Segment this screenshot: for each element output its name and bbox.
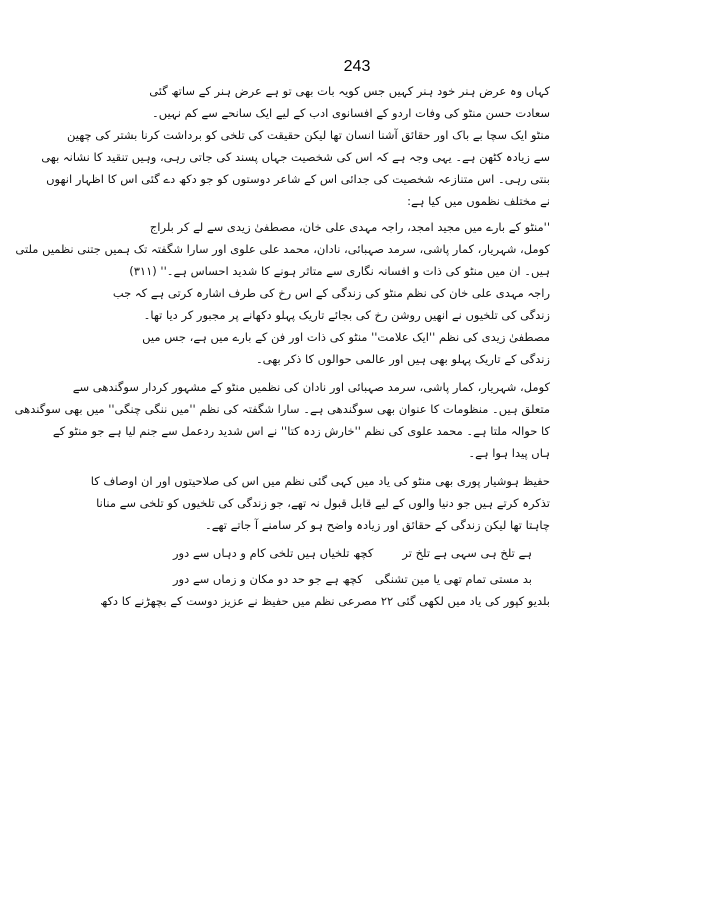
couplet-first-hemistich: ہے تلخ ہی سہی ہے تلخ تر bbox=[402, 546, 532, 560]
paragraph-mustafa-zaidi bbox=[142, 326, 550, 370]
paragraph-line: زندگی کے تاریک پہلو بھی ہیں اور عالمی حوالوں کا ذکر بھی۔ bbox=[255, 352, 550, 366]
paragraph-line: نے مختلف نظموں میں کیا ہے: bbox=[407, 194, 550, 208]
paragraph-line: کا حوالہ ملتا ہے۔ محمد علوی کی نظم ''خارش زدہ کتا'' نے اس شدید ردعمل سے جنم لیا ہے جو منٹو کے bbox=[52, 424, 550, 438]
couplet bbox=[155, 542, 550, 564]
paragraph-line: چاہتا تھا لیکن زندگی کے حقائق اور زیادہ واضح ہو کر سامنے آ جاتے تھے۔ bbox=[205, 518, 550, 532]
verse-second-hemistich: یہ بات بھی تو ہے عرض ہنر کے ساتھ گئی bbox=[149, 84, 349, 98]
quote-line: کومل، شہریار، کمار پاشی، سرمد صہبائی، نادان، محمد علی علوی اور سارا شگفتہ تک ہمیں جتنی نظمیں ملتی bbox=[15, 242, 550, 256]
paragraph-line: مصطفیٰ زیدی کی نظم ''ایک علامت'' منٹو کی ذات اور فن کے بارے میں ہے، جس میں bbox=[142, 330, 550, 344]
opening-verse bbox=[149, 80, 550, 102]
paragraph-line: تذکرہ کرتے ہیں جو دنیا والوں کے لیے قابل قبول نہ تھے، جو زندگی کی تلخیوں کو تلخی سے منانا bbox=[96, 496, 550, 510]
paragraph-sogandhi bbox=[14, 376, 550, 464]
paragraph-line: حفیظ ہوشیار پوری بھی منٹو کی یاد میں کہی گئی نظم میں اس کی صلاحیتوں اور ان اوصاف کا bbox=[90, 474, 550, 488]
paragraph-line: منٹو ایک سچا بے باک اور حقائق آشنا انسان تھا لیکن حقیقت کی تلخی کو برداشت کرنا بشتر کی چھین bbox=[67, 128, 550, 142]
paragraph-line: راجہ مہدی علی خان کی نظم منٹو کی زندگی کے اس رخ کی طرف اشارہ کرتی ہے کہ جب bbox=[112, 286, 550, 300]
paragraph-line: بنتی رہی۔ اس متنازعہ شخصیت کی جدائی اس کے شاعر دوستوں کو جو دکھ دے گئی اس کا اظہار انھوں bbox=[46, 172, 550, 186]
paragraph-line: متعلق ہیں۔ منظومات کا عنوان بھی سوگندھی ہے۔ سارا شگفتہ کی نظم ''میں ننگی چنگی'' میں بھی سوگندھی bbox=[14, 402, 550, 416]
paragraph-line: ہاں پیدا ہوا ہے۔ bbox=[468, 446, 550, 460]
couplet-first-hemistich: بد مستی تمام تھی یا مین تشنگی bbox=[374, 572, 532, 586]
poem-couplets bbox=[155, 542, 550, 590]
closing-line: بلدیو کپور کی یاد میں لکھی گئی ۲۲ مصرعی نظم میں حفیظ نے عزیز دوست کے بچھڑنے کا دکھ bbox=[100, 594, 550, 608]
quote-line: ہیں۔ ان میں منٹو کی ذات و افسانہ نگاری سے متاثر ہونے کا شدید احساس ہے۔'' (۳۱۱) bbox=[129, 264, 550, 278]
block-quote bbox=[15, 216, 550, 282]
paragraph-hafeez bbox=[90, 470, 550, 536]
couplet bbox=[155, 568, 550, 590]
couplet-second-hemistich: کچھ ہے جو حد دو مکان و زماں سے دور bbox=[173, 572, 363, 586]
quote-line: ''منٹو کے بارے میں مجید امجد، راجہ مہدی علی خان، مصطفیٰ زیدی سے لے کر بلراج bbox=[149, 220, 550, 234]
page-number: 243 bbox=[343, 58, 371, 75]
paragraph-line: سے زیادہ کٹھن ہے۔ یہی وجہ ہے کہ اس کی شخصیت جہاں پسند کی جاتی رہی، وہیں تنقید کا نشانہ بھی bbox=[41, 150, 550, 164]
paragraph-line: زندگی کی تلخیوں نے انھیں روشن رخ کی بجائے تاریک پہلو دکھانے پر مجبور کر دیا تھا۔ bbox=[143, 308, 550, 322]
paragraph-line: سعادت حسن منٹو کی وفات اردو کے افسانوی ادب کے لیے ایک سانحے سے کم نہیں۔ bbox=[152, 106, 550, 120]
paragraph-intro bbox=[41, 102, 550, 212]
verse-first-hemistich: کہاں وہ عرض ہنر خود ہنر کہیں جس کو bbox=[348, 84, 550, 98]
page-text bbox=[14, 80, 550, 612]
paragraph-raja-mehdi bbox=[112, 282, 550, 326]
paragraph-line: کومل، شہریار، کمار پاشی، سرمد صہبائی اور نادان کی نظمیں منٹو کے مشہور کردار سوگندھی سے bbox=[72, 380, 550, 394]
couplet-second-hemistich: کچھ تلخیاں ہیں تلخی کام و دہاں سے دور bbox=[173, 546, 374, 560]
